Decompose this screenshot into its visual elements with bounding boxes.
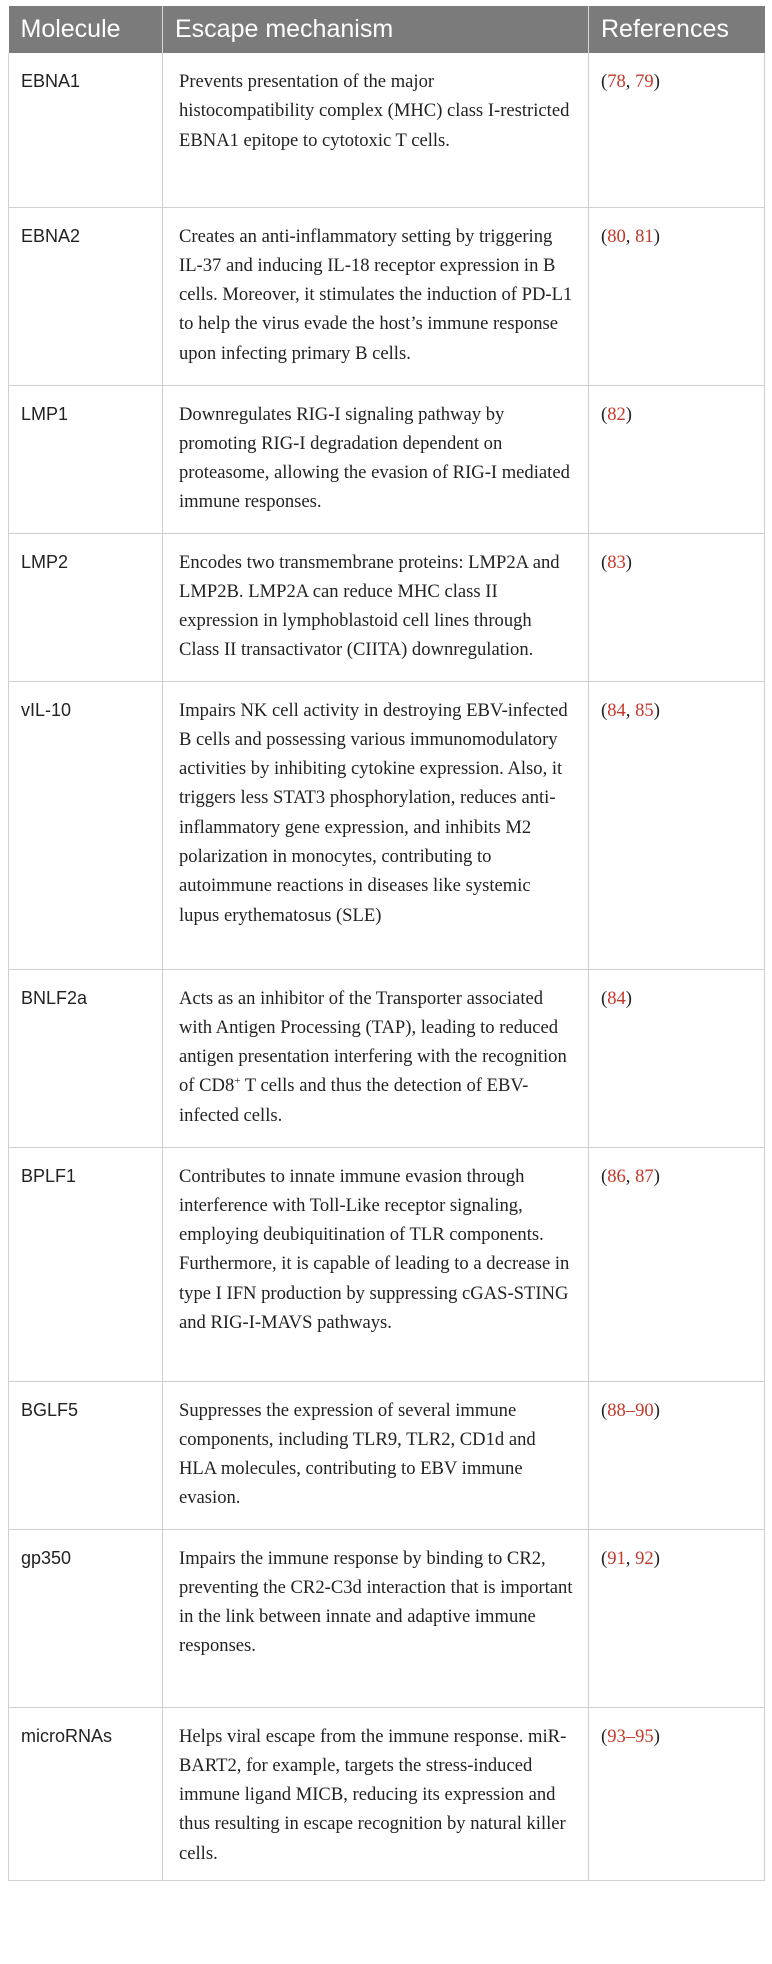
molecule-cell: LMP2	[9, 533, 163, 681]
references-cell: (88–90)	[589, 1381, 765, 1529]
table-row	[9, 681, 765, 969]
molecule-cell: gp350	[9, 1529, 163, 1707]
references-cell: (86, 87)	[589, 1147, 765, 1381]
mechanism-cell: Contributes to innate immune evasion through interference with Toll-Like receptor signaling, employing deubiquitination of TLR components. Furthermore, it is capable of leading to a decrease in type I IFN production by suppressing cGAS-STING and RIG-I-MAVS pathways.	[163, 1147, 589, 1381]
references-cell: (80, 81)	[589, 207, 765, 385]
molecule-cell: EBNA1	[9, 53, 163, 207]
molecule-cell: vIL-10	[9, 681, 163, 969]
header-references: References	[601, 15, 729, 43]
reference-link[interactable]: 91	[607, 1547, 626, 1569]
mechanism-cell: Suppresses the expression of several immune components, including TLR9, TLR2, CD1d and HLA molecules, contributing to EBV immune evasion.	[163, 1381, 589, 1529]
reference-link[interactable]: 78	[607, 71, 626, 92]
mechanism-cell: Impairs NK cell activity in destroying EBV-infected B cells and possessing various immunomodulatory activities by inhibiting cytokine expression. Also, it triggers less STAT3 phosphorylation, reduces anti-inflammatory gene expression, and inhibits M2 polarization in monocytes, contributing to autoimmune reactions in diseases like systemic lupus erythematosus (SLE)	[163, 681, 589, 969]
table-row	[9, 969, 765, 1147]
molecule-cell: BNLF2a	[9, 969, 163, 1147]
reference-link[interactable]: 83	[607, 551, 626, 573]
molecule-cell: microRNAs	[9, 1707, 163, 1880]
references-cell: (91, 92)	[589, 1529, 765, 1707]
table-row	[9, 1707, 765, 1880]
molecule-cell: EBNA2	[9, 207, 163, 385]
header-molecule: Molecule	[9, 6, 163, 53]
mechanism-cell: Downregulates RIG-I signaling pathway by promoting RIG-I degradation dependent on proteasome, allowing the evasion of RIG-I mediated immune responses.	[163, 385, 589, 533]
references-cell: (83)	[589, 533, 765, 681]
reference-link[interactable]: 93–95	[607, 1725, 654, 1747]
reference-link[interactable]: 79	[635, 71, 654, 92]
reference-link[interactable]: 86	[607, 1165, 626, 1187]
references-cell: (82)	[589, 385, 765, 533]
references-cell: (84)	[589, 969, 765, 1147]
reference-link[interactable]: 82	[607, 403, 626, 425]
reference-link[interactable]: 80	[607, 225, 626, 247]
reference-link[interactable]: 84	[607, 699, 626, 721]
reference-link[interactable]: 84	[607, 987, 626, 1009]
table-header-row	[9, 6, 765, 53]
table-row	[9, 385, 765, 533]
references-cell: (93–95)	[589, 1707, 765, 1880]
table-row	[9, 1529, 765, 1707]
molecule-cell: LMP1	[9, 385, 163, 533]
mechanism-cell: Prevents presentation of the major histocompatibility complex (MHC) class I-restricted EBNA1 epitope to cytotoxic T cells.	[163, 53, 589, 207]
table-row	[9, 1381, 765, 1529]
references-cell: (78, 79)	[589, 53, 765, 207]
table-row	[9, 53, 765, 207]
reference-link[interactable]: 81	[635, 225, 654, 247]
mechanism-cell: Acts as an inhibitor of the Transporter associated with Antigen Processing (TAP), leading to reduced antigen presentation interfering with the recognition of CD8+ T cells and thus the detection of EBV-infected cells.	[163, 969, 589, 1147]
table-row	[9, 1147, 765, 1381]
molecule-cell: BPLF1	[9, 1147, 163, 1381]
references-cell: (84, 85)	[589, 681, 765, 969]
mechanism-cell: Helps viral escape from the immune response. miR-BART2, for example, targets the stress-induced immune ligand MICB, reducing its expression and thus resulting in escape recognition by natural killer cells.	[163, 1707, 589, 1880]
table-row	[9, 207, 765, 385]
molecule-cell: BGLF5	[9, 1381, 163, 1529]
reference-link[interactable]: 85	[635, 699, 654, 721]
mechanism-cell: Creates an anti-inflammatory setting by triggering IL-37 and inducing IL-18 receptor expression in B cells. Moreover, it stimulates the induction of PD-L1 to help the virus evade the host’s immune response upon infecting primary B cells.	[163, 207, 589, 385]
reference-link[interactable]: 87	[635, 1165, 654, 1187]
reference-link[interactable]: 88–90	[607, 1399, 654, 1421]
mechanism-cell: Encodes two transmembrane proteins: LMP2A and LMP2B. LMP2A can reduce MHC class II expression in lymphoblastoid cell lines through Class II transactivator (CIITA) downregulation.	[163, 533, 589, 681]
header-escape-mechanism: Escape mechanism	[163, 6, 589, 53]
reference-link[interactable]: 92	[635, 1547, 654, 1569]
table-row	[9, 533, 765, 681]
escape-mechanisms-table	[8, 6, 765, 1881]
mechanism-cell: Impairs the immune response by binding to CR2, preventing the CR2-C3d interaction that is important in the link between innate and adaptive immune responses.	[163, 1529, 589, 1707]
